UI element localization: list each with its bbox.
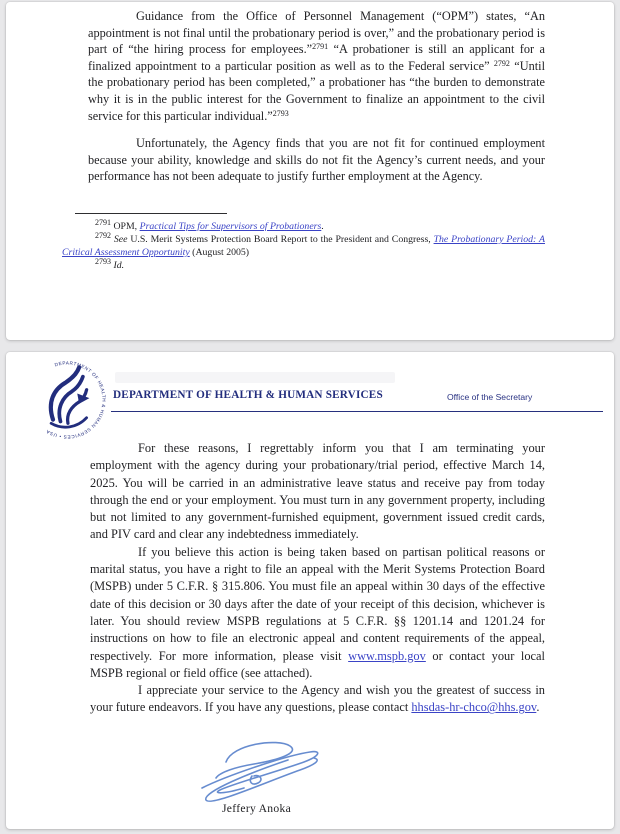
department-title: DEPARTMENT OF HEALTH & HUMAN SERVICES xyxy=(113,389,383,401)
text-segment: 2792 xyxy=(95,230,111,240)
text-segment: U.S. Merit Systems Protection Board Report to the President and Congress, xyxy=(127,233,434,245)
footnote-separator-rule xyxy=(75,213,227,214)
paragraph-opm-guidance xyxy=(88,8,545,124)
scan-artifact-smudge xyxy=(115,372,395,383)
footnote-2791 xyxy=(62,217,545,233)
text-segment: “A probationer is still an applicant for a finalized appointment to a particular position as well as to the Federal service” xyxy=(88,42,546,73)
mspb-website-link[interactable]: www.mspb.gov xyxy=(348,648,426,663)
paragraph-appeal-rights xyxy=(90,544,545,682)
footnote-2793 xyxy=(62,256,545,272)
footnote-link-opm-practical-tips[interactable]: Practical Tips for Supervisors of Probationers xyxy=(139,220,322,232)
text-segment: 2793 xyxy=(272,108,289,118)
footnotes-block xyxy=(62,217,545,272)
text-segment: If you believe this action is being taken based on partisan political reasons or marital status, you have a right to file an appeal with the Merit Systems Protection Board (MSPB) under 5 C.F.R. § 315.806. You must file an appeal within 30 days of the effective date of this decision or 30 days after the date of your receipt of this decision, whichever is later. You should review MSPB regulations at 5 C.F.R. §§ 1201.14 and 1201.24 for instructions on how to file an electronic appeal and content requirements of the appeal, respectively. For more information, please visit xyxy=(90,544,545,663)
text-segment: 2791 xyxy=(312,42,329,52)
text-segment: OPM, xyxy=(111,220,140,232)
footnote-link-probationary-period-report[interactable]: The Probationary Period: A Critical Assessment Opportunity xyxy=(62,233,545,258)
document-page-2 xyxy=(6,352,614,829)
letter-body xyxy=(6,412,614,717)
office-of-the-secretary-label: Office of the Secretary xyxy=(447,392,533,402)
paragraph-termination xyxy=(90,440,545,544)
text-segment: Unfortunately, the Agency finds that you are not fit for continued employment because your ability, knowledge and skills do not fit the Agency’s current needs, and your performance has not been adequate to justify further employment at the Agency. xyxy=(88,136,545,184)
text-segment: See xyxy=(113,233,128,245)
paragraph-not-fit-finding xyxy=(88,135,545,185)
hr-contact-email-link[interactable]: hhsdas-hr-chco@hhs.gov xyxy=(411,700,537,715)
footnote-2792 xyxy=(62,230,545,259)
text-segment: 2791 xyxy=(95,217,111,227)
signer-name: Jeffery Anoka xyxy=(222,802,292,815)
text-segment: (August 2005) xyxy=(189,246,250,258)
text-segment: . xyxy=(321,220,324,232)
text-segment: “Until the probationary period has been completed,” a probationer has “the burden to demonstrate why it is in the public interest for the Government to finalize an appointment to the civil service for this particular individual.” xyxy=(88,58,545,123)
document-page-1 xyxy=(6,2,614,340)
signature-scribble xyxy=(192,736,332,808)
seal-circular-text: DEPARTMENT OF HEALTH & HUMAN SERVICES • USA xyxy=(45,360,107,440)
text-segment: 2792 xyxy=(493,58,510,68)
text-segment: Id. xyxy=(113,259,125,271)
text-segment: I appreciate your service to the Agency and wish you the greatest of success in your future endeavors. If you have any questions, please contact xyxy=(90,683,545,715)
paragraph-closing xyxy=(90,682,545,717)
text-segment: Guidance from the Office of Personnel Management (“OPM”) states, “An appointment is not final until the probationary period is over,” and the probationary period is part of “the hiring process for employees.” xyxy=(88,9,545,57)
text-segment: 2793 xyxy=(95,256,111,266)
text-segment: or contact your local MSPB regional or field office (see attached). xyxy=(90,648,545,680)
text-segment: . xyxy=(536,700,540,715)
text-segment: For these reasons, I regrettably inform you that I am terminating your employment with the agency during your probationary/trial period, effective March 14, 2025. You will be carried in an administrative leave status and receive pay from today through the end or your employment. You must turn in any government property, including but not limited to any government-furnished equipment, government issued credit cards, and PIV card and clear any indebtedness immediately. xyxy=(90,441,545,542)
